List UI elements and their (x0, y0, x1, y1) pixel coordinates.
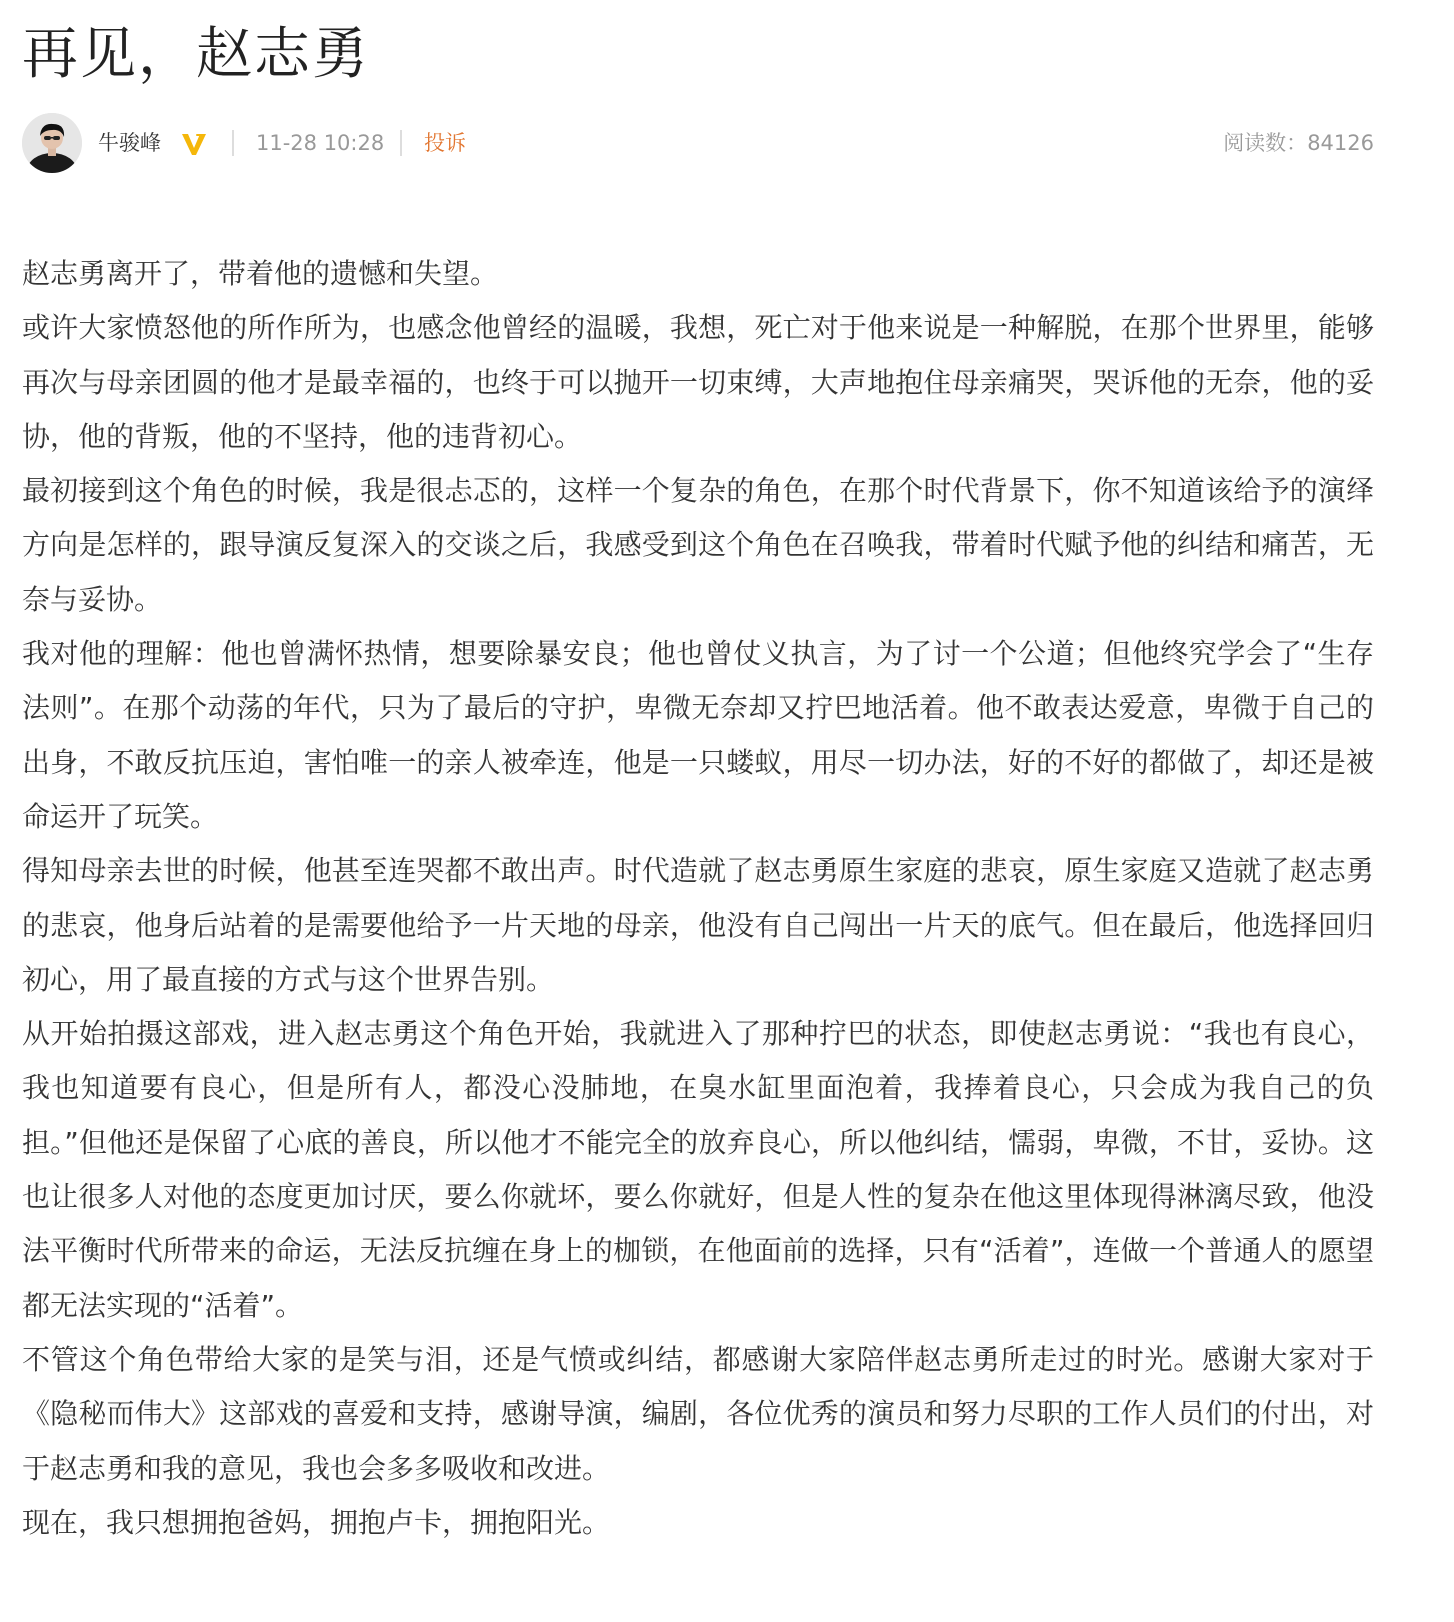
avatar-icon (22, 113, 82, 173)
read-count (1223, 127, 1374, 159)
article-paragraph: 或许大家愤怒他的所作所为，也感念他曾经的温暖，我想，死亡对于他来说是一种解脱，在那个世界里，能够再次与母亲团圆的他才是最幸福的，也终于可以抛开一切束缚，大声地抱住母亲痛哭，哭诉他的无奈，他的妥协，他的背叛，他的不坚持，他的违背初心。 (22, 311, 1374, 453)
article-paragraph: 我对他的理解：他也曾满怀热情，想要除暴安良；他也曾仗义执言，为了讨一个公道；但他终究学会了“生存法则”。在那个动荡的年代，只为了最后的守护，卑微无奈却又拧巴地活着。他不敢表达爱意，卑微于自己的出身，不敢反抗压迫，害怕唯一的亲人被牵连，他是一只蝼蚁，用尽一切办法，好的不好的都做了，却还是被命运开了玩笑。 (22, 637, 1374, 833)
article-meta-bar (22, 113, 1422, 175)
meta-divider (400, 130, 402, 156)
verified-icon (180, 131, 208, 157)
article-paragraph: 得知母亲去世的时候，他甚至连哭都不敢出声。时代造就了赵志勇原生家庭的悲哀，原生家庭又造就了赵志勇的悲哀，他身后站着的是需要他给予一片天地的母亲，他没有自己闯出一片天的底气。但在最后，他选择回归初心，用了最直接的方式与这个世界告别。 (22, 854, 1374, 996)
article-paragraph: 赵志勇离开了，带着他的遗憾和失望。 (22, 257, 499, 290)
meta-divider (232, 130, 234, 156)
author-name[interactable]: 牛骏峰 (98, 131, 161, 155)
publish-time: 11-28 10:28 (256, 131, 385, 155)
article-body (22, 247, 1374, 1550)
read-count-value: 84126 (1307, 131, 1374, 155)
article-paragraph: 从开始拍摄这部戏，进入赵志勇这个角色开始，我就进入了那种拧巴的状态，即使赵志勇说：“我也有良心，我也知道要有良心，但是所有人，都没心没肺地，在臭水缸里面泡着，我捧着良心，只会成为我自己的负担。”但他还是保留了心底的善良，所以他才不能完全的放弃良心，所以他纠结，懦弱，卑微，不甘，妥协。这也让很多人对他的态度更加讨厌，要么你就坏，要么你就好，但是人性的复杂在他这里体现得淋漓尽致，他没法平衡时代所带来的命运，无法反抗缠在身上的枷锁，在他面前的选择，只有“活着”，连做一个普通人的愿望都无法实现的“活着”。 (22, 1017, 1374, 1322)
author-avatar[interactable] (22, 113, 82, 173)
article-paragraph: 不管这个角色带给大家的是笑与泪，还是气愤或纠结，都感谢大家陪伴赵志勇所走过的时光。感谢大家对于《隐秘而伟大》这部戏的喜爱和支持，感谢导演，编剧，各位优秀的演员和努力尽职的工作人员们的付出，对于赵志勇和我的意见，我也会多多吸收和改进。 (22, 1342, 1374, 1485)
article-paragraph: 现在，我只想拥抱爸妈，拥抱卢卡，拥抱阳光。 (22, 1505, 611, 1539)
read-count-label: 阅读数： (1223, 131, 1308, 155)
article-title: 再见，赵志勇 (22, 22, 370, 87)
report-link[interactable]: 投诉 (424, 131, 466, 155)
article-paragraph: 最初接到这个角色的时候，我是很忐忑的，这样一个复杂的角色，在那个时代背景下，你不知道该给予的演绎方向是怎样的，跟导演反复深入的交谈之后，我感受到这个角色在召唤我，带着时代赋予他的纠结和痛苦，无奈与妥协。 (22, 474, 1374, 616)
